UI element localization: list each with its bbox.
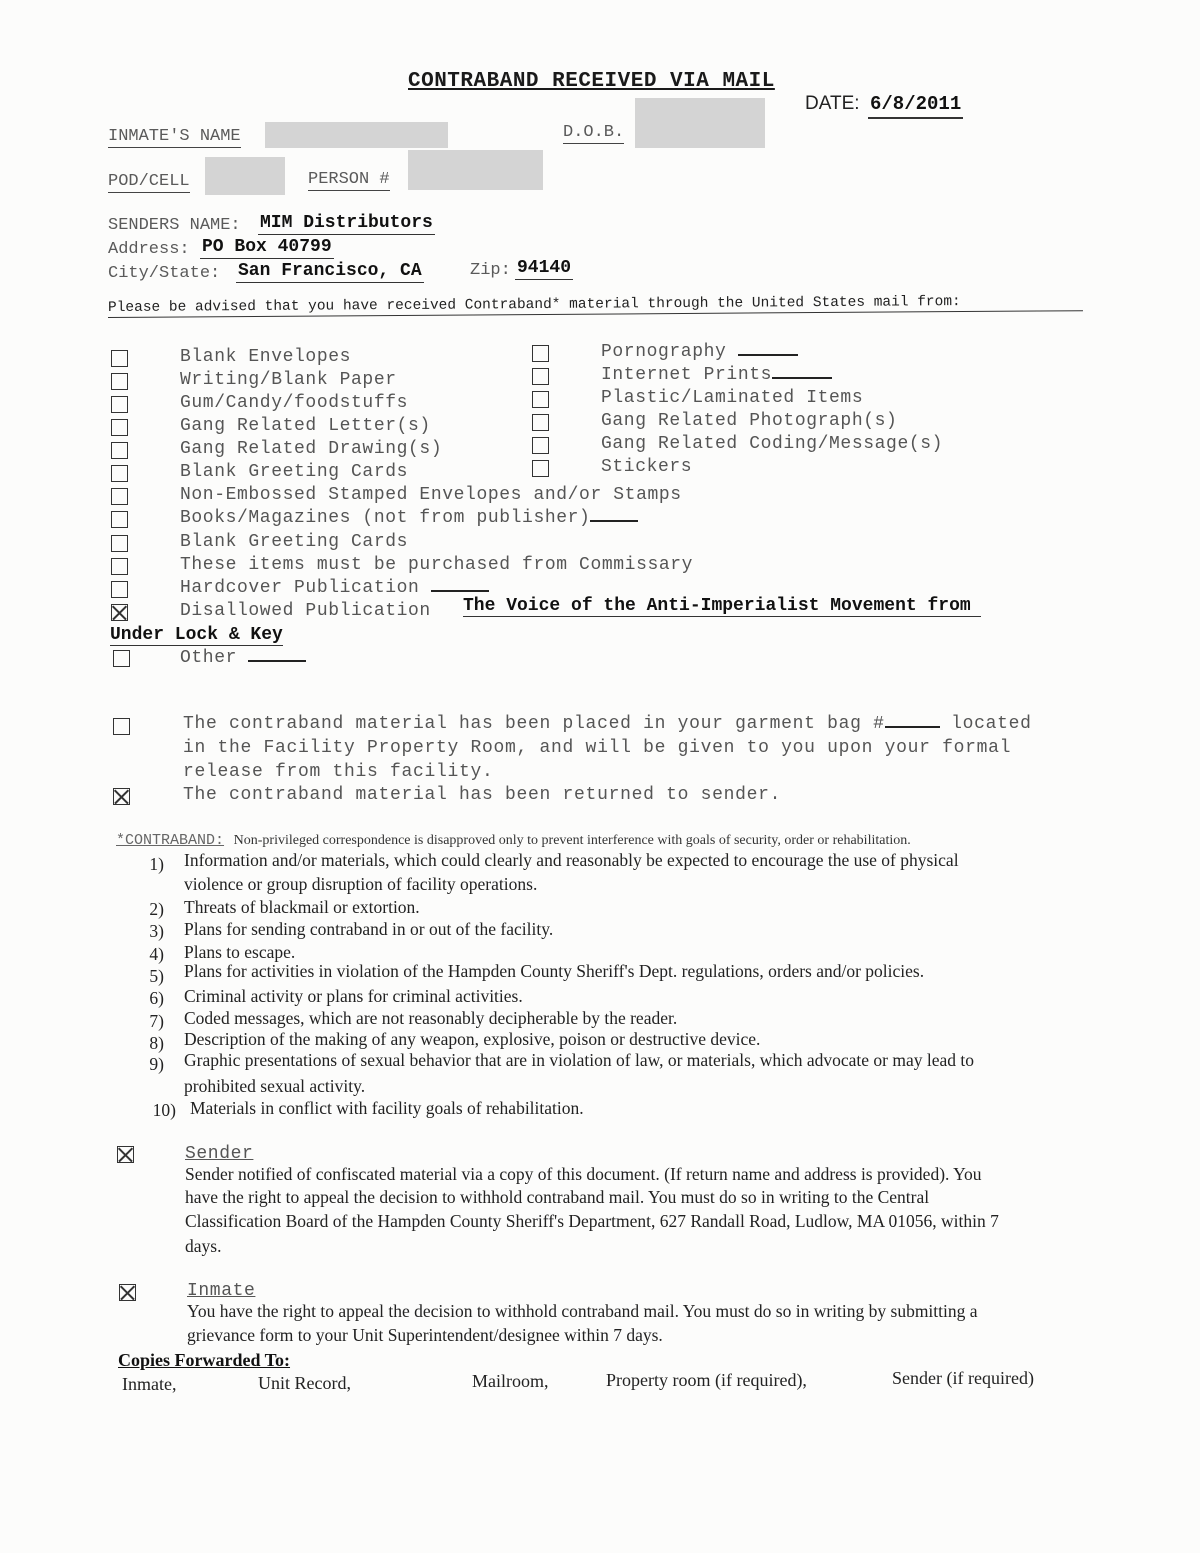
date-label: DATE: — [805, 93, 860, 114]
checkbox-gang-coding[interactable] — [532, 437, 549, 454]
copy-recipient-property-room: Property room (if required), — [606, 1370, 807, 1390]
item-blank-envelopes: Blank Envelopes — [180, 347, 352, 367]
person-number-label: PERSON # — [308, 170, 390, 189]
sender-notice-line: Classification Board of the Hampden County Sheriff's Department, 627 Randall Road, Ludlow, MA 01056, within 7 — [185, 1211, 999, 1231]
dob-label: D.O.B. — [563, 123, 625, 142]
advisory-text: Please be advised that you have received Contraband* material through the United States mail from: — [107, 294, 961, 316]
copies-forwarded-heading: Copies Forwarded To: — [118, 1350, 291, 1370]
checkbox-blank-greeting-cards[interactable] — [111, 465, 128, 482]
checkbox-blank-envelopes[interactable] — [111, 350, 128, 367]
sender-notice-line: days. — [185, 1236, 222, 1256]
checkbox-gang-photographs[interactable] — [532, 414, 549, 431]
garment-bag-line1-text: The contraband material has been placed in your garment bag # — [183, 714, 885, 734]
city-state-value: San Francisco, CA — [238, 261, 422, 281]
item-blank-greeting-cards: Blank Greeting Cards — [180, 462, 409, 482]
pod-cell-label: POD/CELL — [108, 172, 190, 191]
item-commissary: These items must be purchased from Commissary — [180, 555, 694, 575]
item-books-magazines — [180, 508, 638, 528]
item-gang-letters: Gang Related Letter(s) — [180, 416, 431, 436]
other-blank-line — [248, 660, 306, 662]
zip-value: 94140 — [517, 258, 572, 278]
contraband-item: Criminal activity or plans for criminal activities. — [184, 986, 523, 1006]
contraband-intro: Non-privileged correspondence is disapproved only to prevent interference with goals of security, order or rehabilitation. — [233, 833, 911, 848]
contraband-item-number: 1) — [149, 854, 164, 874]
contraband-item-number: 3) — [149, 921, 164, 941]
address-value: PO Box 40799 — [202, 237, 332, 257]
checkbox-internet-prints[interactable] — [532, 368, 549, 385]
senders-name-value: MIM Distributors — [260, 213, 433, 233]
contraband-item: Graphic presentations of sexual behavior that are in violation of law, or materials, which advocate or may lead to — [184, 1050, 974, 1070]
contraband-item-number: 7) — [149, 1011, 164, 1031]
contraband-item-continued: violence or group disruption of facility operations. — [184, 874, 538, 894]
sender-notice-line: have the right to appeal the decision to withhold contraband mail. You must do so in writing to the Central — [185, 1187, 930, 1207]
contraband-definition-header — [116, 831, 911, 849]
checkbox-disallowed-publication[interactable] — [111, 604, 128, 621]
contraband-item: Plans to escape. — [184, 942, 296, 962]
garment-bag-located: located — [951, 714, 1032, 734]
checkbox-pornography[interactable] — [532, 345, 549, 362]
item-hardcover — [180, 578, 489, 598]
internet-prints-blank-line — [772, 377, 832, 379]
item-pornography-label: Pornography — [601, 342, 727, 362]
contraband-item: Materials in conflict with facility goals of rehabilitation. — [190, 1098, 584, 1118]
date-value: 6/8/2011 — [868, 93, 963, 119]
hardcover-blank-line — [431, 590, 489, 592]
inmate-name-label: INMATE'S NAME — [108, 127, 241, 146]
checkbox-hardcover[interactable] — [111, 581, 128, 598]
item-plastic-laminated: Plastic/Laminated Items — [601, 388, 864, 408]
checkbox-sender-notice[interactable] — [117, 1146, 134, 1163]
contraband-item-number: 4) — [149, 944, 164, 964]
checkbox-garment-bag[interactable] — [113, 718, 130, 735]
books-blank-line — [590, 520, 638, 522]
contraband-item: Plans for sending contraband in or out of the facility. — [184, 919, 554, 939]
item-gang-photographs: Gang Related Photograph(s) — [601, 411, 898, 431]
item-other-label: Other — [180, 648, 238, 668]
copy-recipient-sender: Sender (if required) — [892, 1368, 1034, 1388]
contraband-item-number: 6) — [149, 988, 164, 1008]
contraband-item: Description of the making of any weapon, explosive, poison or destructive device. — [184, 1029, 761, 1049]
item-stamped-envelopes: Non-Embossed Stamped Envelopes and/or Stamps — [180, 485, 682, 505]
contraband-item: Threats of blackmail or extortion. — [184, 897, 420, 917]
pornography-blank-line — [738, 354, 798, 356]
item-disallowed-publication: Disallowed Publication — [180, 601, 431, 621]
item-gum-candy: Gum/Candy/foodstuffs — [180, 393, 409, 413]
contraband-item-number: 2) — [149, 899, 164, 919]
returned-to-sender-text: The contraband material has been returned to sender. — [183, 785, 782, 805]
contraband-item: Information and/or materials, which could clearly and reasonably be expected to encourage the use of physical — [184, 850, 959, 870]
inmate-notice-heading: Inmate — [187, 1281, 256, 1301]
checkbox-stamped-envelopes[interactable] — [111, 488, 128, 505]
contraband-item: Plans for activities in violation of the Hampden County Sheriff's Dept. regulations, orders and/or policies. — [184, 961, 925, 981]
checkbox-returned-to-sender[interactable] — [113, 788, 130, 805]
checkbox-books-magazines[interactable] — [111, 511, 128, 528]
contraband-item-number: 5) — [149, 966, 164, 986]
dob-redaction — [635, 98, 765, 148]
zip-label: Zip: — [470, 261, 511, 280]
contraband-item-number: 8) — [149, 1033, 164, 1053]
inmate-notice-line: You have the right to appeal the decision to withhold contraband mail. You must do so in writing by submitting a — [187, 1301, 978, 1321]
item-stickers: Stickers — [601, 457, 693, 477]
checkbox-gang-letters[interactable] — [111, 419, 128, 436]
checkbox-stickers[interactable] — [532, 460, 549, 477]
checkbox-inmate-notice[interactable] — [119, 1284, 136, 1301]
checkbox-gum-candy[interactable] — [111, 396, 128, 413]
copy-recipient-mailroom: Mailroom, — [472, 1371, 549, 1391]
contraband-label: *CONTRABAND: — [116, 832, 225, 849]
garment-bag-line2: in the Facility Property Room, and will be given to you upon your formal — [183, 738, 1012, 758]
person-number-redaction — [408, 150, 543, 190]
form-title: CONTRABAND RECEIVED VIA MAIL — [408, 70, 775, 93]
inmate-name-redaction — [265, 122, 448, 148]
item-internet-prints — [601, 365, 832, 385]
checkbox-gang-drawings[interactable] — [111, 442, 128, 459]
contraband-item-number: 10) — [152, 1100, 176, 1120]
disallowed-publication-value-line1: The Voice of the Anti-Imperialist Movement from — [463, 596, 981, 617]
item-other — [180, 648, 306, 668]
pod-cell-redaction — [205, 157, 285, 195]
item-writing-paper: Writing/Blank Paper — [180, 370, 397, 390]
city-state-label: City/State: — [108, 264, 221, 283]
checkbox-writing-paper[interactable] — [111, 373, 128, 390]
sender-notice-line: Sender notified of confiscated material via a copy of this document. (If return name and address is provided). You — [185, 1164, 982, 1184]
checkbox-blank-greeting-cards-2[interactable] — [111, 535, 128, 552]
item-books-magazines-label: Books/Magazines (not from publisher) — [180, 508, 591, 528]
item-hardcover-label: Hardcover Publication — [180, 578, 420, 598]
senders-name-label: SENDERS NAME: — [108, 216, 241, 235]
garment-bag-line3: release from this facility. — [183, 762, 494, 782]
contraband-item-continued: prohibited sexual activity. — [184, 1076, 366, 1096]
disallowed-publication-value-line2: Under Lock & Key — [110, 625, 283, 645]
sender-notice-heading: Sender — [185, 1144, 254, 1164]
inmate-notice-line: grievance form to your Unit Superintendent/designee within 7 days. — [187, 1325, 663, 1345]
item-gang-coding: Gang Related Coding/Message(s) — [601, 434, 944, 454]
garment-bag-line1 — [183, 714, 1032, 734]
checkbox-plastic-laminated[interactable] — [532, 391, 549, 408]
address-label: Address: — [108, 240, 190, 259]
contraband-item-number: 9) — [149, 1054, 164, 1074]
item-blank-greeting-cards-2: Blank Greeting Cards — [180, 532, 409, 552]
copy-recipient-unit-record: Unit Record, — [258, 1373, 351, 1393]
item-internet-prints-label: Internet Prints — [601, 365, 773, 385]
item-pornography — [601, 342, 798, 362]
checkbox-commissary[interactable] — [111, 558, 128, 575]
garment-bag-number-blank — [885, 726, 940, 728]
item-gang-drawings: Gang Related Drawing(s) — [180, 439, 443, 459]
copy-recipient-inmate: Inmate, — [122, 1374, 177, 1394]
checkbox-other[interactable] — [113, 650, 130, 667]
contraband-item: Coded messages, which are not reasonably decipherable by the reader. — [184, 1008, 678, 1028]
